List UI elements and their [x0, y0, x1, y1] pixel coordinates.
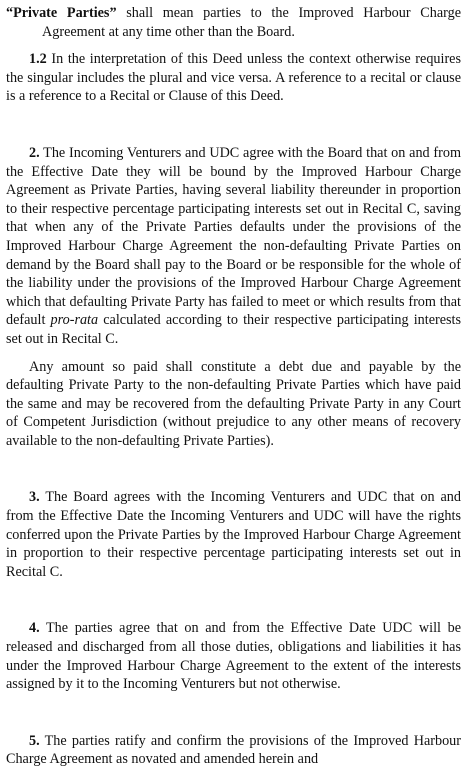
clause-number: 2. — [29, 144, 40, 161]
clause-text-continued: calculated according to their respective participating interests set out in Recital C. — [6, 312, 462, 347]
clause-text: The Board agrees with the Incoming Venturers and UDC that on and from the Effective Date the Incoming Venturers and UDC will have the rights conferred upon the Private Parties by the Improved Harbour Charge Agreement in proportion to their respective percentage participating interests set out in Recital C. — [6, 489, 461, 580]
clause-1-2 — [6, 50, 461, 106]
clause-2 — [6, 144, 461, 349]
clause-2-paragraph-2: Any amount so paid shall constitute a debt due and payable by the defaulting Private Party to the non-defaulting Private Parties which have paid the same and may be recovered from the defaulting Private Party in any Court of Competent Jurisdiction (without prejudice to any other means of recovery available to the non-defaulting Private Parties). — [6, 358, 461, 449]
clause-number: 4. — [29, 620, 40, 637]
clause-text: The parties agree that on and from the Effective Date UDC will be released and discharged from all those duties, obligations and liabilities it has under the Improved Harbour Charge Agreement to the extent of the interests assigned by it to the Incoming Venturers but not otherwise. — [6, 620, 461, 693]
clause-number: 1.2 — [29, 51, 47, 68]
clause-text: The Incoming Venturers and UDC agree with the Board that on and from the Effective Date they will be bound by the Improved Harbour Charge Agreement as Private Parties, having several liability thereunder in proportion to their respective percentage participating interests set out in Recital C, saving that when any of the Private Parties defaults under the provisions of the Improved Harbour Charge Agreement the non-defaulting Private Parties on demand by the Board shall pay to the Board or be responsible for the whole of the liability under the provisions of the Improved Harbour Charge Agreement which that defaulting Private Party has failed to meet or which results from that default — [6, 144, 461, 329]
clause-5 — [6, 732, 461, 769]
definition-text: shall mean parties to the Improved Harbour Charge Agreement at any time other than the Board. — [42, 5, 461, 40]
clause-number: 5. — [29, 732, 40, 749]
defined-term: “Private Parties” — [6, 5, 117, 21]
clause-number: 3. — [29, 489, 40, 506]
clause-text: The parties ratify and confirm the provisions of the Improved Harbour Charge Agreement as novated and amended herein and — [6, 732, 461, 768]
clause-text: In the interpretation of this Deed unless the context otherwise requires the singular includes the plural and vice versa. A reference to a recital or clause is a reference to a Recital or Clause of this Deed. — [6, 51, 461, 105]
clause-3 — [6, 488, 461, 581]
definition-private-parties — [6, 4, 461, 41]
italic-term: pro-rata — [50, 312, 99, 329]
clause-4 — [6, 619, 461, 693]
